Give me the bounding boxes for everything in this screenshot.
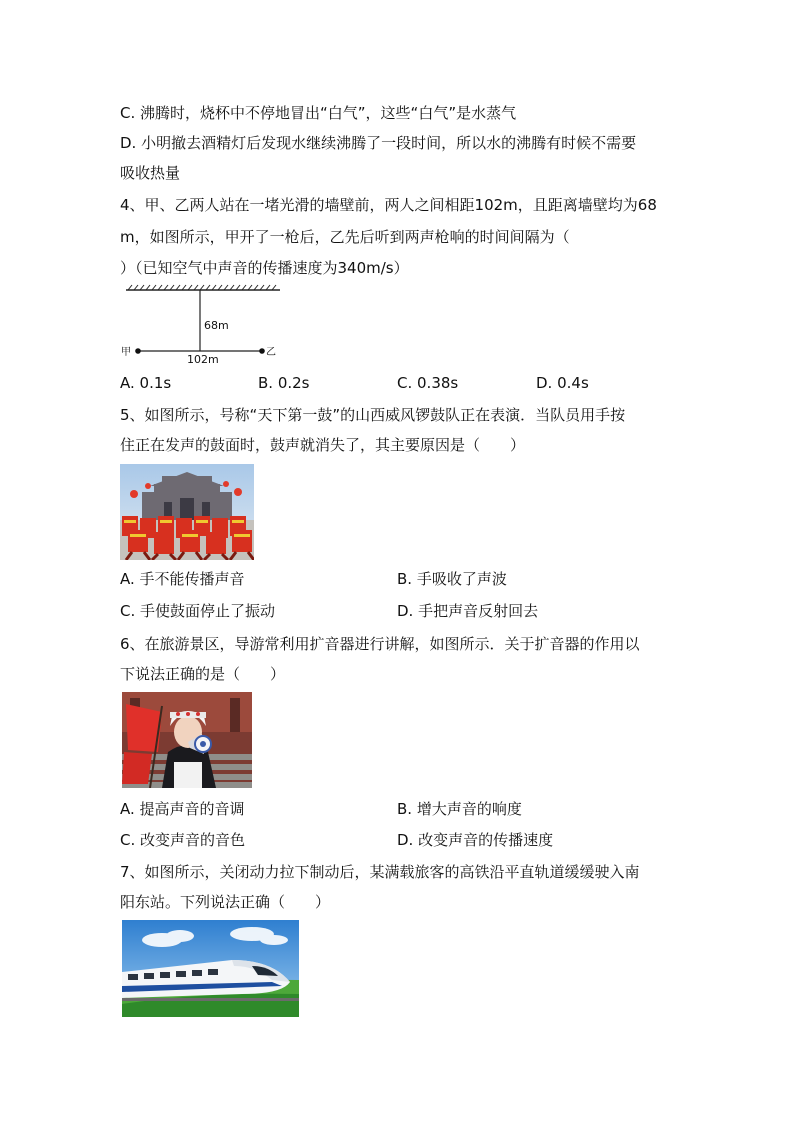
q6-option-d: D. 改变声音的传播速度: [397, 831, 554, 849]
tour-guide-photo: [122, 692, 252, 788]
q5-text-line2: 住正在发声的鼓面时，鼓声就消失了，其主要原因是（ ）: [120, 436, 526, 454]
high-speed-train-photo: [122, 920, 299, 1017]
q5-option-a: A. 手不能传播声音: [120, 570, 245, 588]
option-c-prev: C. 沸腾时，烧杯中不停地冒出“白气”，这些“白气”是水蒸气: [120, 104, 517, 122]
option-d-prev-line2: 吸收热量: [120, 164, 181, 182]
drum-team-photo: [120, 464, 254, 560]
q5-option-b: B. 手吸收了声波: [397, 570, 507, 588]
q5-option-d: D. 手把声音反射回去: [397, 602, 539, 620]
q5-option-c: C. 手使鼓面停止了振动: [120, 602, 276, 620]
q4-wall-diagram: [118, 284, 288, 364]
label-102m: 102m: [187, 353, 219, 364]
q4-text-line1: 4、甲、乙两人站在一堵光滑的墙壁前，两人之间相距102m，且距离墙壁均为68: [120, 196, 657, 214]
wall-hatching: [128, 285, 276, 290]
label-yi: 乙: [266, 347, 276, 358]
q6-option-c: C. 改变声音的音色: [120, 831, 246, 849]
q4-text-line2: m，如图所示，甲开了一枪后，乙先后听到两声枪响的时间间隔为（: [120, 228, 570, 246]
q6-option-b: B. 增大声音的响度: [397, 800, 522, 818]
label-jia: 甲: [121, 347, 131, 358]
q6-option-a: A. 提高声音的音调: [120, 800, 245, 818]
q4-option-a: A. 0.1s: [120, 374, 172, 392]
q4-option-b: B. 0.2s: [258, 374, 310, 392]
q4-text-line3: ）（已知空气中声音的传播速度为340m/s）: [120, 259, 409, 277]
option-d-prev-line1: D. 小明撤去酒精灯后发现水继续沸腾了一段时间，所以水的沸腾有时候不需要: [120, 134, 637, 152]
q6-text-line2: 下说法正确的是（ ）: [120, 665, 286, 683]
q7-text-line1: 7、如图所示，关闭动力拉下制动后，某满载旅客的高铁沿平直轨道缓缓驶入南: [120, 863, 640, 881]
person-jia-dot: [135, 348, 141, 354]
q7-text-line2: 阳东站。下列说法正确（ ）: [120, 893, 331, 911]
q6-text-line1: 6、在旅游景区，导游常利用扩音器进行讲解，如图所示．关于扩音器的作用以: [120, 635, 640, 653]
q4-option-c: C. 0.38s: [397, 374, 459, 392]
q4-option-d: D. 0.4s: [536, 374, 589, 392]
person-yi-dot: [259, 348, 265, 354]
label-68m: 68m: [204, 319, 229, 332]
q5-text-line1: 5、如图所示，号称“天下第一鼓”的山西威风锣鼓队正在表演．当队员用手按: [120, 406, 626, 424]
